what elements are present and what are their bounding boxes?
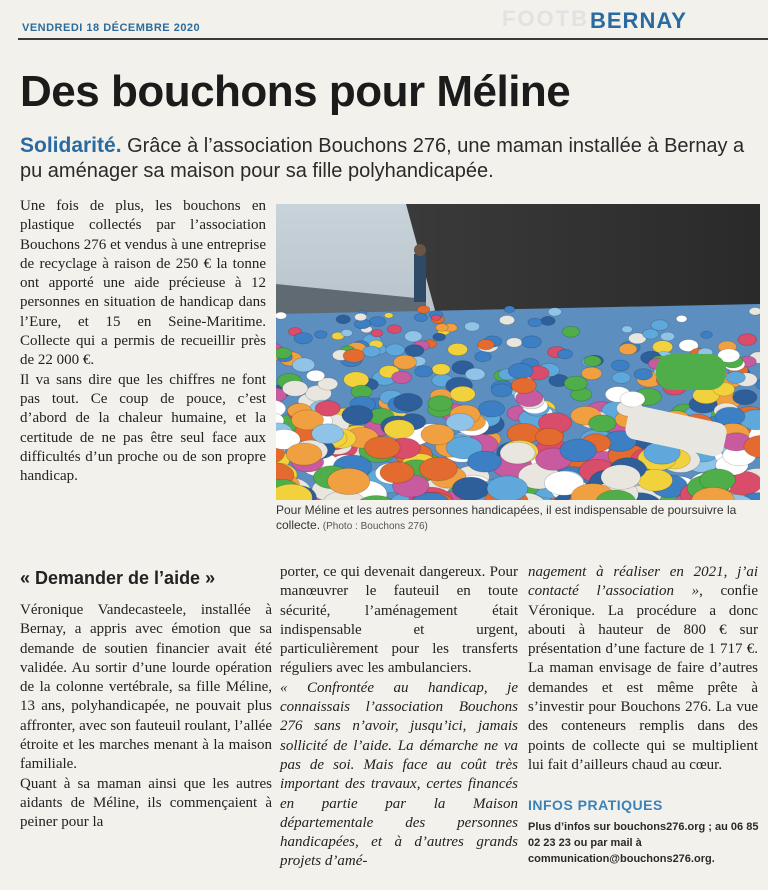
bottle-cap xyxy=(584,356,601,367)
bottle-cap xyxy=(282,381,307,397)
bottle-cap xyxy=(421,424,454,445)
photo-caption xyxy=(276,503,760,534)
bottle-cap xyxy=(634,369,652,380)
bottle-cap xyxy=(363,346,381,357)
paragraph-veronique: Véronique Vandecasteele, installée à Bernay, a appris avec émotion que sa demande de soutien financier avait été validée. Au sortir d’une lourde opération de la colonne vertébrale, sa fille Méline, 13 ans, polyhandicapée, ne pouvait plus affronter, avec son fauteuil roulant, l’allée étroite et les marches menant à la maison familiale. xyxy=(20,602,272,773)
bottle-cap xyxy=(336,315,350,324)
bottle-cap xyxy=(541,316,555,325)
bottle-caps-photo-illustration xyxy=(276,204,760,500)
bottle-cap xyxy=(452,477,489,500)
bottle-cap xyxy=(535,428,563,445)
bottle-cap xyxy=(405,331,423,342)
bottle-cap xyxy=(315,331,327,339)
bottle-cap xyxy=(622,326,633,333)
bottle-cap xyxy=(676,315,687,322)
bottle-cap xyxy=(619,344,637,355)
bottle-cap xyxy=(738,334,757,346)
article-photo xyxy=(276,204,760,500)
bottle-cap xyxy=(479,401,505,417)
bottle-cap xyxy=(386,344,405,356)
bottle-cap xyxy=(414,313,427,321)
body-column-1-top xyxy=(20,197,266,486)
bottle-cap xyxy=(475,352,491,362)
bottle-cap xyxy=(715,407,745,425)
adjacent-page-bleed-text: FOOTB xyxy=(502,6,589,31)
bottle-cap xyxy=(661,332,675,341)
bottle-cap xyxy=(478,339,495,349)
bottle-cap xyxy=(394,355,417,369)
bottle-cap xyxy=(341,329,352,336)
bottle-cap xyxy=(328,468,370,494)
bottle-cap xyxy=(431,315,440,321)
bottle-cap xyxy=(548,308,561,316)
paragraph-intro: Une fois de plus, les bouchons en plastique collectés par l’association Bouchons 276 et vendus à une entreprise de recyclage à raison de 250 € la tonne ont apporté une aide précieuse à 12 personnes en situation de handicap dans l’Eure, et 15 en Seine-Maritime. Collecte qui a permis de recueillir près de 22 000 €. xyxy=(20,198,266,369)
bottle-cap xyxy=(562,326,580,337)
bottle-cap xyxy=(432,364,450,375)
paragraph-conclusion xyxy=(528,563,758,775)
bottle-cap xyxy=(511,378,536,394)
bottle-cap xyxy=(620,391,645,407)
bottle-cap xyxy=(294,333,312,344)
photo-credit: (Photo : Bouchons 276) xyxy=(320,521,428,532)
bottle-cap xyxy=(506,338,522,348)
body-column-2 xyxy=(280,563,518,872)
quote-ending: nagement à réaliser en 2021, j’ai contacté l’association » xyxy=(528,564,758,600)
bottle-cap xyxy=(611,360,629,371)
bottle-cap xyxy=(448,343,468,355)
bottle-cap xyxy=(380,462,414,483)
bottle-cap xyxy=(370,317,386,327)
bottle-cap xyxy=(450,386,475,402)
bottle-cap xyxy=(733,390,757,405)
bottle-cap xyxy=(292,358,315,372)
bottle-cap xyxy=(508,363,533,378)
bottle-cap xyxy=(419,457,457,481)
bottle-cap xyxy=(286,443,322,465)
bottle-cap xyxy=(491,384,512,397)
bottle-cap xyxy=(643,329,659,339)
bottle-cap xyxy=(589,415,617,432)
bottle-cap xyxy=(558,349,573,358)
bottle-cap xyxy=(384,313,393,318)
bottle-cap xyxy=(500,442,535,464)
bottle-cap xyxy=(312,424,344,444)
bottle-cap xyxy=(343,349,364,362)
bottle-cap xyxy=(276,312,287,319)
infos-pratiques-title: INFOS PRATIQUES xyxy=(528,797,663,813)
bottle-cap xyxy=(417,306,430,314)
bottle-cap xyxy=(749,308,760,316)
bottle-cap xyxy=(371,329,383,336)
bottle-cap xyxy=(392,371,412,383)
bottle-cap xyxy=(307,370,325,381)
quote-paragraph: « Confrontée au handicap, je connaissais l’association Bouchons 276 sans n’avoir, jusqu’ici, jamais sollicité de l’aide. La démarche ne va pas de soi. Mais face au coût très important des travaux, certes financés en partie par la Maison départementale des personnes handicapées, et à d’autres grands projets d’amé- xyxy=(280,679,518,870)
paragraph-porter: porter, ce qui devenait dangereux. Pour manœuvrer le fauteuil en toute sécurité, l’aménagement était indispensable et urgent, particulièrement pour les transferts réguliers avec les ambulanciers. xyxy=(280,564,518,677)
bottle-cap xyxy=(726,372,745,384)
standfirst-kicker: Solidarité. xyxy=(20,134,122,157)
bottle-cap xyxy=(581,367,601,380)
bottle-cap xyxy=(364,437,400,459)
bottle-cap xyxy=(433,333,446,341)
bottle-cap xyxy=(415,366,433,377)
caption-text: Pour Méline et les autres personnes handicapées, il est indispensable de poursuivre la collecte. xyxy=(276,503,737,532)
bottle-cap xyxy=(601,465,641,490)
paragraph-chaleur: Il va sans dire que les chiffres ne font pas tout. Ce coup de pouce, c’est d’abord de la chaleur humaine, et la certitude de ne pas être seul face aux difficultés d’un proche ou de son propre handicap. xyxy=(20,371,266,485)
paragraph-maman: Quant à sa maman ainsi que les autres aidants de Méline, ils commençaient à peiner pour la xyxy=(20,775,272,831)
article-headline: Des bouchons pour Méline xyxy=(20,67,571,116)
bottle-cap xyxy=(428,396,453,411)
body-column-1-bottom xyxy=(20,601,272,833)
header-rule xyxy=(18,38,768,40)
section-name: BERNAY xyxy=(590,8,687,33)
intertitle: « Demander de l’aide » xyxy=(20,568,216,588)
bottle-cap xyxy=(564,376,587,390)
bottle-cap xyxy=(355,313,367,321)
standfirst-text: Grâce à l’association Bouchons 276, une maman installée à Bernay a pu aménager sa maison pour sa fille polyhandicapée. xyxy=(20,135,745,182)
bottle-cap xyxy=(522,336,542,348)
bottle-cap xyxy=(468,451,502,472)
bottle-cap xyxy=(465,322,480,331)
bottle-cap xyxy=(436,324,449,332)
conclusion-text: , confie Véronique. La procédure a donc abouti à hauteur de 800 € sur présentation d’une facture de 1 717 €. La maman envisage de faire d’autres demandes et est même prête à s’investir pour Bouchons 276. La vue des conteneurs remplis dans des points de collecte qui se multiplient lui fait d’ailleurs chaud au cœur. xyxy=(528,583,758,773)
publication-date: VENDREDI 18 DÉCEMBRE 2020 xyxy=(22,22,201,34)
bottle-cap xyxy=(487,476,528,500)
article-standfirst xyxy=(20,133,760,184)
bottle-cap xyxy=(387,325,401,334)
bottle-cap xyxy=(612,372,631,383)
bottle-cap xyxy=(384,420,414,439)
bottle-cap xyxy=(560,439,597,462)
bottle-cap xyxy=(342,406,373,425)
bottle-cap xyxy=(499,315,514,324)
bottle-cap xyxy=(504,306,515,313)
bottle-cap xyxy=(276,348,292,359)
bottle-cap xyxy=(394,393,423,411)
bottle-cap xyxy=(528,318,542,327)
bottle-cap xyxy=(701,331,713,338)
bottle-cap xyxy=(465,368,485,380)
infos-pratiques-text: Plus d’infos sur bouchons276.org ; au 06 85 02 23 23 ou par mail à communication@bouchons276.org. xyxy=(528,821,759,865)
bottle-cap xyxy=(405,345,424,357)
body-column-3 xyxy=(528,563,758,775)
